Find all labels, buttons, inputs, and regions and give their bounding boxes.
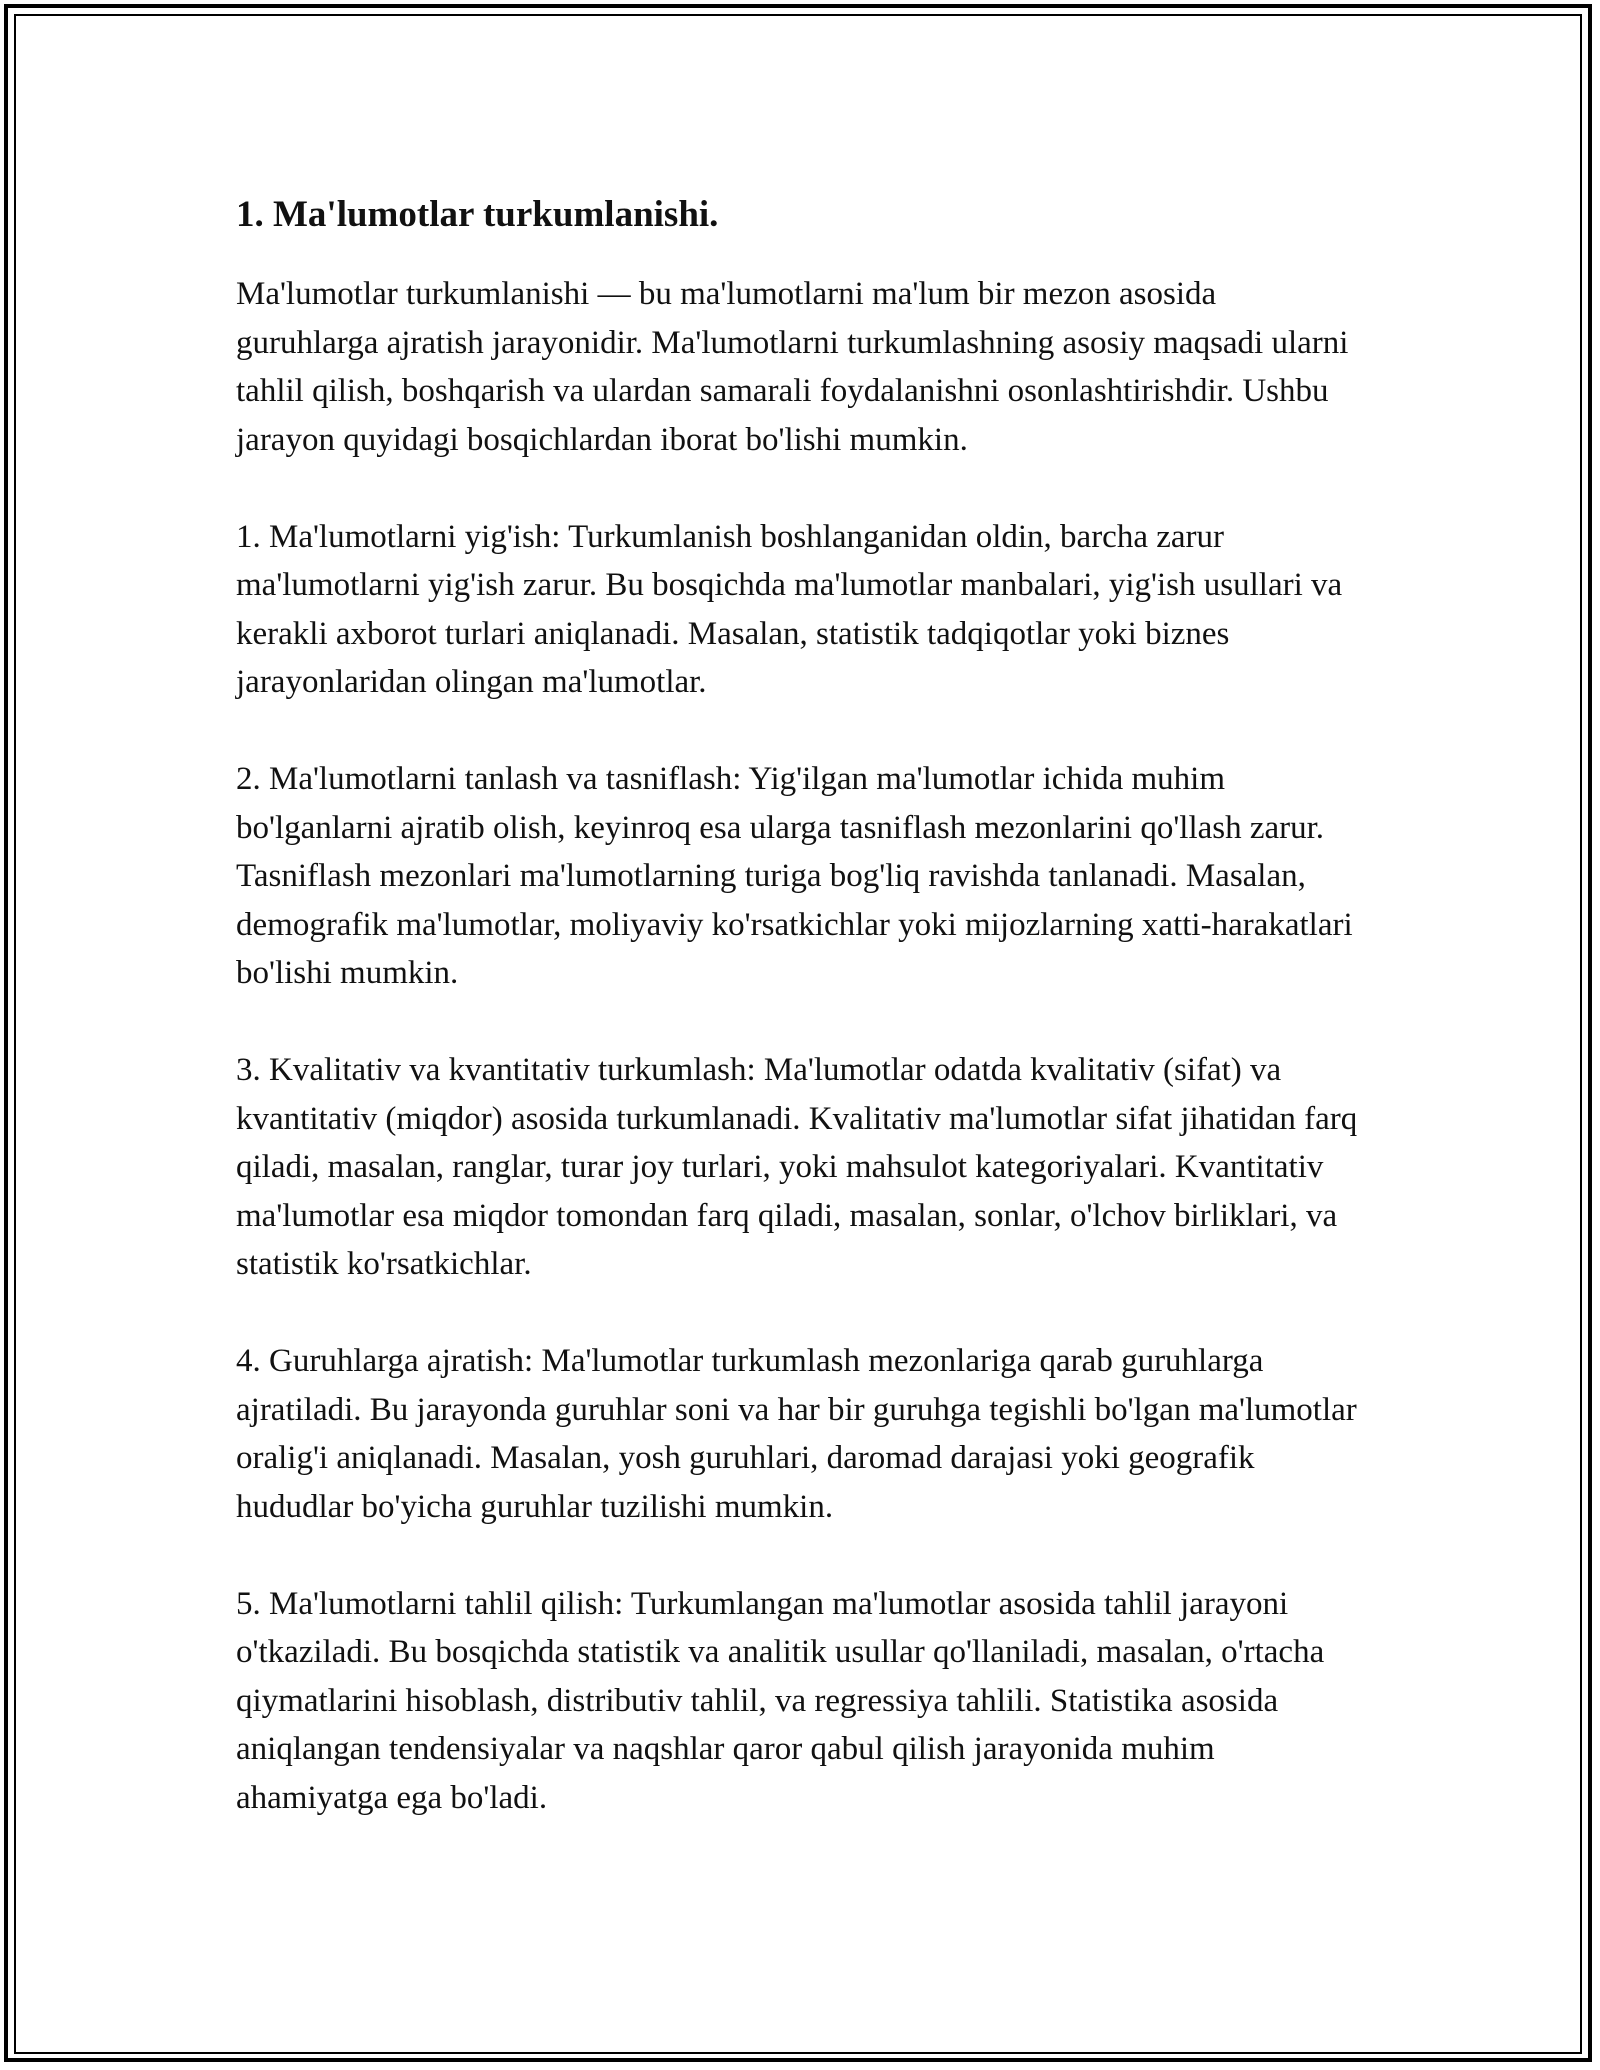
- step-1-paragraph: 1. Ma'lumotlarni yig'ish: Turkumlanish boshlanganidan oldin, barcha zarur ma'lumotlarni yig'ish zarur. Bu bosqichda ma'lumotlar manbalari, yig'ish usullari va kerakli axborot turlari aniqlanadi. Masalan, statistik tadqiqotlar yoki biznes jarayonlaridan olingan ma'lumotlar.: [236, 518, 1343, 700]
- step-3-paragraph: 3. Kvalitativ va kvantitativ turkumlash: Ma'lumotlar odatda kvalitativ (sifat) va kvantitativ (miqdor) asosida turkumlanadi. Kvalitativ ma'lumotlar sifat jihatidan farq qiladi, masalan, ranglar, turar joy turlari, yoki mahsulot kategoriyalari. Kvantitativ ma'lumotlar esa miqdor tomondan farq qiladi, masalan, sonlar, o'lchov birliklari, va statistik ko'rsatkichlar.: [236, 1052, 1358, 1282]
- step-5-paragraph: 5. Ma'lumotlarni tahlil qilish: Turkumlangan ma'lumotlar asosida tahlil jarayoni o'tkaziladi. Bu bosqichda statistik va analitik usullar qo'llaniladi, masalan, o'rtacha qiymatlarini hisoblash, distributiv tahlil, va regressiya tahlili. Statistika asosida aniqlangan tendensiyalar va naqshlar qaror qabul qilish jarayonida muhim ahamiyatga ega bo'ladi.: [236, 1585, 1325, 1816]
- document-title: 1. Ma'lumotlar turkumlanishi.: [236, 194, 719, 235]
- intro-paragraph: Ma'lumotlar turkumlanishi — bu ma'lumotlarni ma'lum bir mezon asosida guruhlarga ajratish jarayonidir. Ma'lumotlarni turkumlashning asosiy maqsadi ularni tahlil qilish, boshqarish va ulardan samarali foydalanishni osonlashtirishdir. Ushbu jarayon quyidagi bosqichlardan iborat bo'lishi mumkin.: [236, 276, 1349, 458]
- document-body: [236, 186, 1366, 1871]
- step-4-paragraph: 4. Guruhlarga ajratish: Ma'lumotlar turkumlash mezonlariga qarab guruhlarga ajratiladi. Bu jarayonda guruhlar soni va har bir guruhga tegishli bo'lgan ma'lumotlar oralig'i aniqlanadi. Masalan, yosh guruhlari, daromad darajasi yoki geografik hududlar bo'yicha guruhlar tuzilishi mumkin.: [236, 1343, 1357, 1525]
- step-2-paragraph: 2. Ma'lumotlarni tanlash va tasniflash: Yig'ilgan ma'lumotlar ichida muhim bo'lganlarni ajratib olish, keyinroq esa ularga tasniflash mezonlarini qo'llash zarur. Tasniflash mezonlari ma'lumotlarning turiga bog'liq ravishda tanlanadi. Masalan, demografik ma'lumotlar, moliyaviy ko'rsatkichlar yoki mijozlarning xatti-harakatlari bo'lishi mumkin.: [236, 761, 1353, 991]
